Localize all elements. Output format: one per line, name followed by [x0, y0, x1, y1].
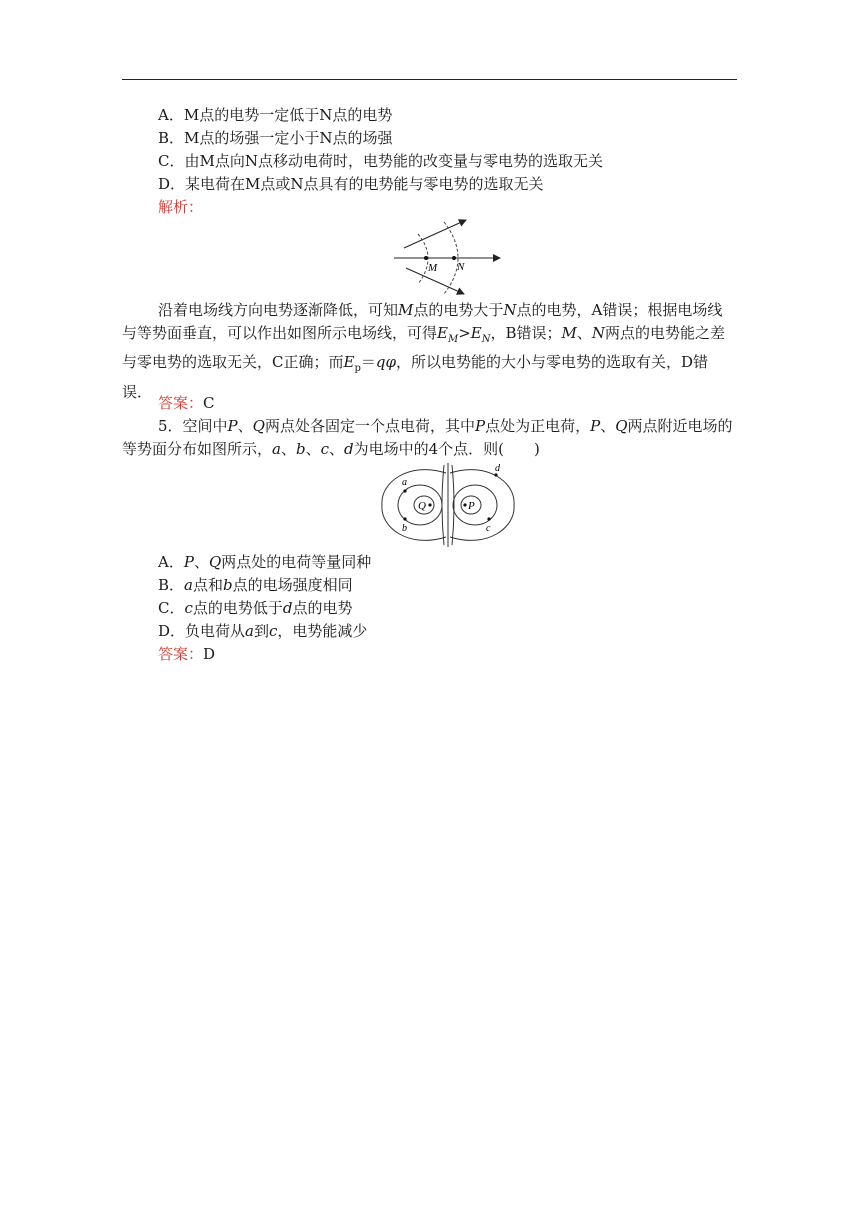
- label-p: P: [468, 500, 475, 512]
- q4-analysis-text: 沿着电场线方向电势逐渐降低，可知M点的电势大于N点的电势，A错误；根据电场线与等势面垂直，可以作出如图所示电场线，可得$E_M>E_N$，B错误；M、N两点的电势能之差与零电势的选取无关，C正确；而$E_p=q\varphi$，所以电势能的大小与零电势的选取有关，D错误．: [122, 301, 726, 401]
- q5-answer-line: [158, 643, 215, 665]
- field-line-upper: [404, 220, 466, 248]
- middle-line-1: [442, 465, 444, 545]
- q5-option-d: D．负电荷从a到c，电势能减少: [158, 622, 368, 640]
- label-b: b: [402, 523, 407, 534]
- point-m: [424, 256, 428, 260]
- point-a: [403, 489, 406, 492]
- q4-answer-label: 答案：: [158, 394, 204, 412]
- q4-option-d: D．某电荷在M点或N点具有的电势能与零电势的选取无关: [158, 175, 544, 193]
- q5-answer-label: 答案：: [158, 645, 204, 663]
- q4-option-c: C．由M点向N点移动电荷时，电势能的改变量与零电势的选取无关: [158, 152, 603, 170]
- label-q: Q: [418, 500, 426, 512]
- q4-answer-line: [158, 392, 215, 414]
- label-a: a: [402, 477, 407, 488]
- label-c: c: [486, 523, 491, 534]
- q5-option-b: B．a点和b点的电场强度相同: [158, 576, 353, 594]
- label-d: d: [495, 463, 500, 474]
- q5-option-a: A．P、Q两点处的电荷等量同种: [158, 553, 372, 571]
- q4-option-a: A．M点的电势一定低于N点的电势: [158, 106, 393, 124]
- q5-option-c: C．c点的电势低于d点的电势: [158, 599, 353, 617]
- point-c: [487, 517, 490, 520]
- q5-answer-value: D: [203, 645, 216, 663]
- label-n: N: [457, 261, 465, 273]
- label-m: M: [428, 262, 438, 274]
- header-rule: [122, 79, 737, 80]
- p-equipotential-outer: [450, 470, 514, 541]
- charge-p: [463, 503, 466, 506]
- point-b: [403, 517, 406, 520]
- q5-stem: 5．空间中P、Q两点处各固定一个点电荷，其中P点处为正电荷，P、Q两点附近电场的等势面分布如图所示，a、b、c、d为电场中的4个点．则( ): [122, 417, 733, 458]
- q4-analysis-label: 解析：: [158, 198, 204, 216]
- q5-figure: [378, 463, 518, 547]
- charge-q: [428, 503, 431, 506]
- q4-answer-value: C: [203, 394, 215, 412]
- q4-option-b: B．M点的场强一定小于N点的场强: [158, 129, 393, 147]
- q4-figure: [388, 214, 506, 298]
- point-n: [452, 256, 456, 260]
